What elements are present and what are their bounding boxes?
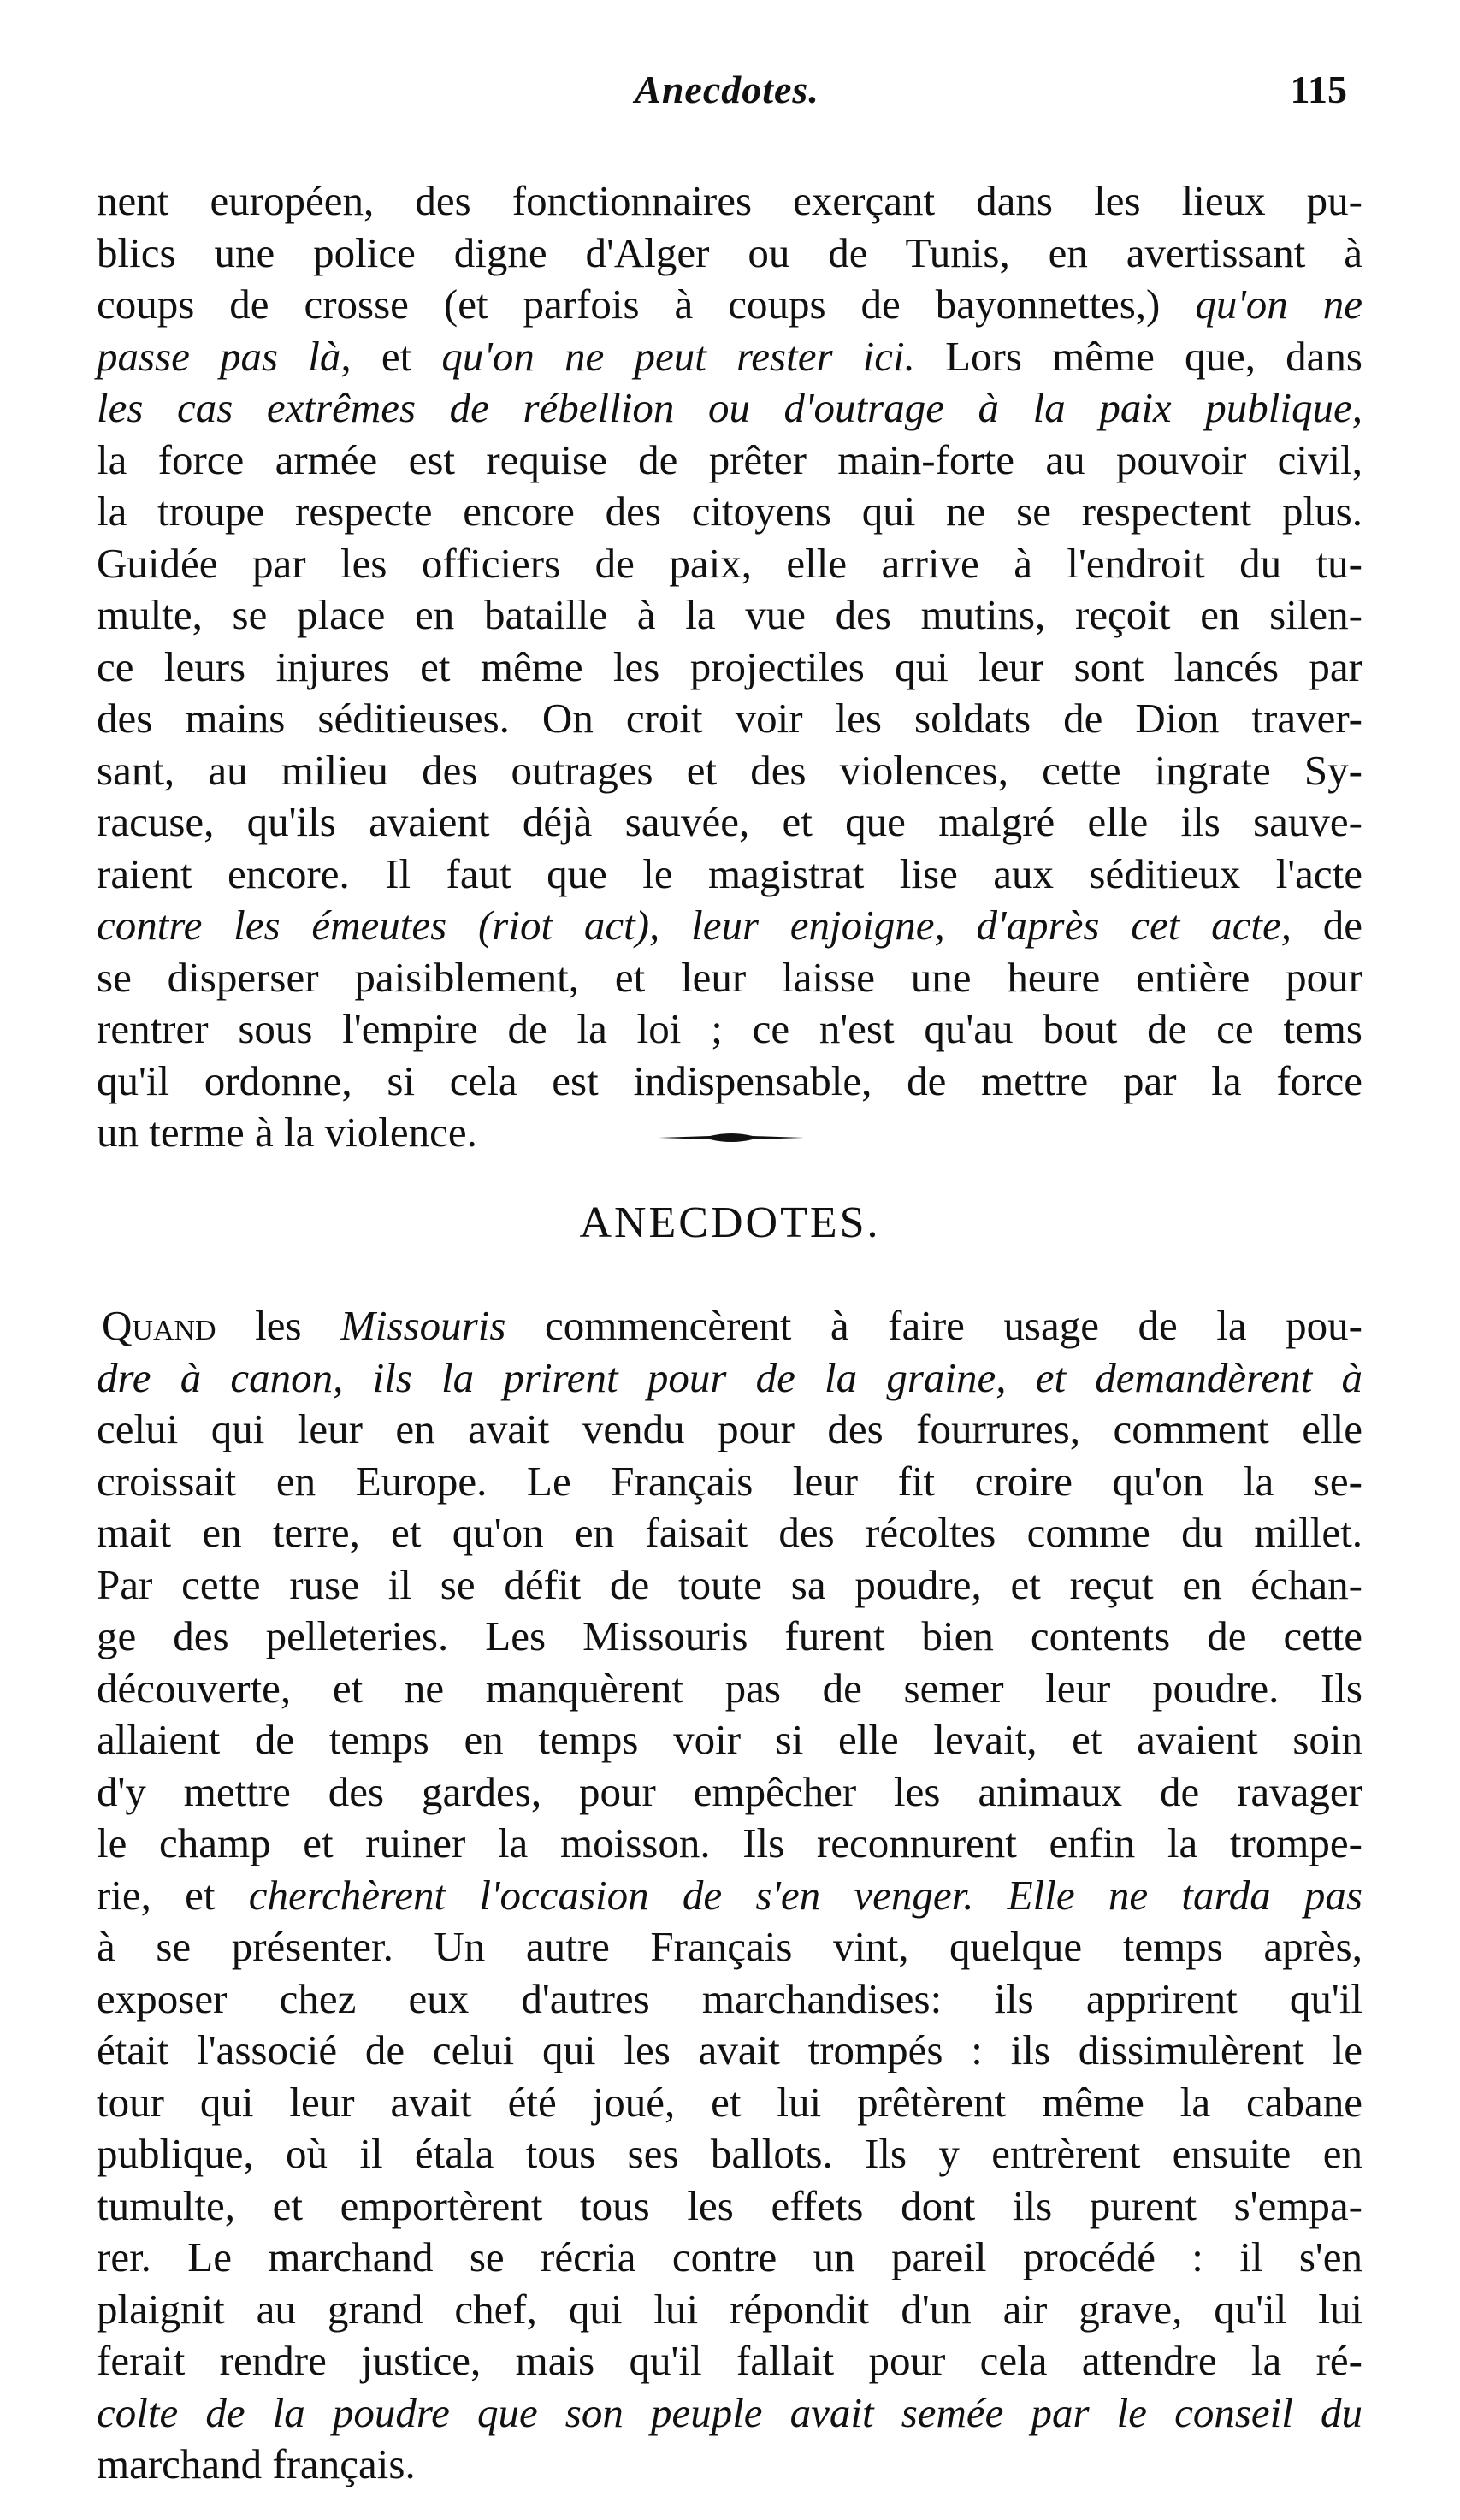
- text-line: multe, se place en bataille à la vue des mutins, reçoit en silen-: [97, 591, 1362, 638]
- text-line: marchand français.: [97, 2440, 416, 2487]
- text-line: tumulte, et emportèrent tous les effets dont ils purent s'empa-: [97, 2181, 1362, 2229]
- ornamental-divider: [659, 1131, 804, 1145]
- running-head: [94, 67, 1360, 127]
- text-line: un terme à la violence.: [97, 1109, 477, 1156]
- text-line: nent européen, des fonctionnaires exerçant dans les lieux pu-: [97, 177, 1362, 224]
- text-line: raient encore. Il faut que le magistrat lise aux séditieux l'acte: [97, 849, 1362, 897]
- italic-fragment: qu'on ne: [1195, 281, 1363, 328]
- text-line: Guidée par les officiers de paix, elle arrive à l'endroit du tu-: [97, 539, 1362, 587]
- text-line: [97, 382, 1362, 435]
- text-line: celui qui leur en avait vendu pour des fourrures, comment elle: [97, 1405, 1362, 1452]
- italic-fragment: ), leur enjoigne, d'après cet acte,: [635, 902, 1292, 949]
- text-line: [97, 279, 1362, 331]
- text-fragment: commencèrent à faire usage de la pou-: [505, 1302, 1362, 1349]
- text-line: racuse, qu'ils avaient déjà sauvée, et que malgré elle ils sauve-: [97, 798, 1362, 845]
- italic-fragment: dre à canon, ils la prirent pour de la graine, et demandèrent à: [97, 1353, 1362, 1401]
- section-title: ANECDOTES.: [579, 1198, 881, 1247]
- text-line: allaient de temps en temps voir si elle levait, et avaient soin: [97, 1716, 1362, 1763]
- anecdote-paragraph: [97, 1300, 1362, 2491]
- paragraph-continued: [97, 175, 1362, 1159]
- text-fragment: rie, et: [97, 1871, 249, 1919]
- italic-fragment: Missouris: [340, 1302, 506, 1349]
- italic-fragment: contre les émeutes (: [97, 902, 493, 949]
- text-line: se disperser paisiblement, et leur laisse une heure entière pour: [97, 953, 1362, 1001]
- text-line: passe pas là, et qu'on ne peut rester ici. Lors même que, dans: [97, 332, 1362, 380]
- text-line: [97, 2387, 1362, 2440]
- dropcap-word: Quand: [102, 1302, 216, 1349]
- text-line: à se présenter. Un autre Français vint, quelque temps après,: [97, 1923, 1362, 1970]
- italic-fragment: les cas extrêmes de rébellion ou d'outrage à la paix publique,: [97, 384, 1362, 431]
- text-line: ce leurs injures et même les projectiles qui leur sont lancés par: [97, 642, 1362, 690]
- text-line: Par cette ruse il se défit de toute sa poudre, et reçut en échan-: [97, 1560, 1362, 1608]
- text-fragment: coups de crosse (et parfois à coups de bayonnettes,): [97, 281, 1161, 328]
- italic-fragment: colte de la poudre que son peuple avait semée par le conseil du: [97, 2388, 1362, 2436]
- text-line: mait en terre, et qu'on en faisait des récoltes comme du millet.: [97, 1509, 1362, 1556]
- text-line: sant, au milieu des outrages et des violences, cette ingrate Sy-: [97, 746, 1362, 794]
- text-line: d'y mettre des gardes, pour empêcher les animaux de ravager: [97, 1767, 1362, 1815]
- text-line: ge des pelleteries. Les Missouris furent bien contents de cette: [97, 1612, 1362, 1659]
- text-line: tour qui leur avait été joué, et lui prêtèrent même la cabane: [97, 2078, 1362, 2126]
- text-line: contre les émeutes (riot act), leur enjoigne, d'après cet acte, de: [97, 902, 1363, 949]
- text-line: publique, où il étala tous ses ballots. Ils y entrèrent ensuite en: [97, 2130, 1362, 2177]
- text-line: [97, 1870, 1362, 1922]
- page-number: 115: [1290, 68, 1347, 111]
- text-line: rer. Le marchand se récria contre un pareil procédé : il s'en: [97, 2233, 1362, 2280]
- text-line: exposer chez eux d'autres marchandises: ils apprirent qu'il: [97, 1974, 1362, 2022]
- text-line: plaignit au grand chef, qui lui répondit d'un air grave, qu'il lui: [97, 2285, 1362, 2333]
- text-line: le champ et ruiner la moisson. Ils reconnurent enfin la trompe-: [97, 1819, 1362, 1866]
- text-line: [97, 1352, 1362, 1405]
- text-line: qu'il ordonne, si cela est indispensable, de mettre par la force: [97, 1056, 1362, 1104]
- text-fragment: les: [216, 1302, 341, 1349]
- italic-fragment: cherchèrent l'occasion de s'en venger. Elle ne tarda pas: [248, 1871, 1363, 1919]
- running-title: Anecdotes.: [635, 68, 819, 111]
- text-line: croissait en Europe. Le Français leur fit croire qu'on la se-: [97, 1457, 1362, 1505]
- text-line: était l'associé de celui qui les avait trompés : ils dissimulèrent le: [97, 2026, 1362, 2073]
- text-line: la force armée est requise de prêter main-forte au pouvoir civil,: [97, 435, 1362, 483]
- text-line: rentrer sous l'empire de la loi ; ce n'est qu'au bout de ce tems: [97, 1005, 1362, 1052]
- italic-fragment: qu'on ne peut rester ici.: [441, 332, 915, 380]
- italic-fragment: riot act: [492, 902, 635, 949]
- text-line: [97, 1300, 1362, 1352]
- text-line: découverte, et ne manquèrent pas de semer leur poudre. Ils: [97, 1664, 1362, 1712]
- text-line: des mains séditieuses. On croit voir les soldats de Dion traver-: [97, 695, 1362, 742]
- text-line: ferait rendre justice, mais qu'il fallait pour cela attendre la ré-: [97, 2337, 1362, 2384]
- text-line: blics une police digne d'Alger ou de Tunis, en avertissant à: [97, 228, 1362, 276]
- italic-fragment: passe pas là,: [97, 332, 352, 380]
- text-line: la troupe respecte encore des citoyens qui ne se respectent plus.: [97, 488, 1362, 535]
